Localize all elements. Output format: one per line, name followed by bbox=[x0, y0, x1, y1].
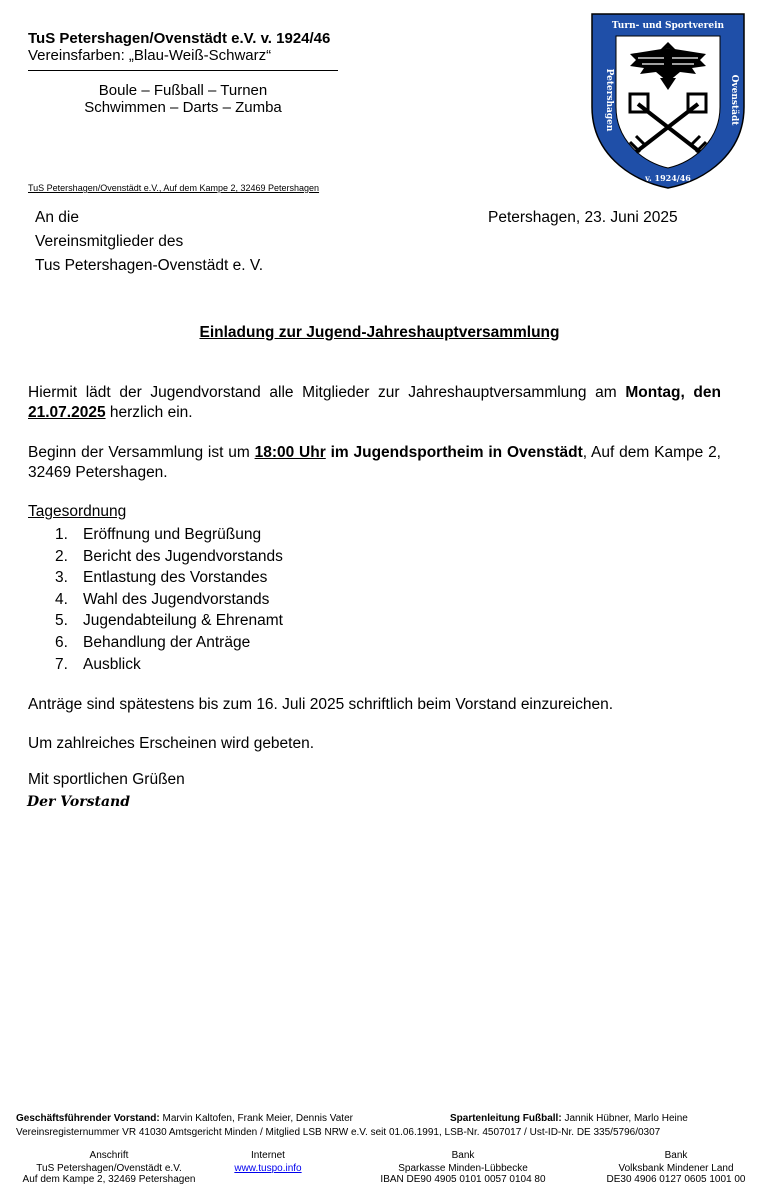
club-colors: Vereinsfarben: „Blau-Weiß-Schwarz“ bbox=[28, 47, 272, 64]
club-crest-logo bbox=[590, 12, 746, 190]
footer-bank-1-block bbox=[378, 1150, 548, 1185]
footer-bank-2-iban: DE30 4906 0127 0605 1001 00 bbox=[606, 1174, 746, 1185]
signature: Der Vorstand bbox=[27, 794, 130, 810]
crest-top-text: Turn- und Sportverein bbox=[611, 21, 725, 31]
agenda-item: 1. Eröffnung und Begrüßung bbox=[55, 526, 262, 543]
agenda-item: 5. Jugendabteilung & Ehrenamt bbox=[55, 612, 283, 630]
footer-internet-block bbox=[218, 1150, 318, 1174]
website-link[interactable]: www.tuspo.info bbox=[234, 1163, 302, 1174]
motions-deadline: Anträge sind spätestens bis zum 16. Juli 2025 schriftlich beim Vorstand einzureichen. bbox=[28, 696, 614, 713]
crest-left-text: Petershagen bbox=[604, 68, 614, 132]
meeting-address: , Auf dem Kampe 2, 32469 Petershagen. bbox=[28, 444, 721, 481]
meeting-time: 18:00 Uhr bbox=[254, 444, 326, 461]
footer-board: Geschäftsführender Vorstand: Marvin Kaltofen, Frank Meier, Dennis Vater bbox=[16, 1113, 353, 1124]
recipient-line-1: An die bbox=[35, 209, 79, 226]
attendance-request: Um zahlreiches Erscheinen wird gebeten. bbox=[28, 735, 315, 752]
club-name: TuS Petershagen/Ovenstädt e.V. v. 1924/46 bbox=[28, 30, 331, 47]
invitation-paragraph bbox=[28, 383, 721, 423]
footer-registry: Vereinsregisternummer VR 41030 Amtsgericht Minden / Mitglied LSB NRW e.V. seit 01.06.1991, LSB-Nr. 4507017 / Ust-ID-Nr. DE 335/5796/0307 bbox=[16, 1127, 661, 1138]
crest-right-text: Ovenstädt bbox=[729, 74, 739, 126]
agenda-item: 7. Ausblick bbox=[55, 655, 141, 673]
footer-football-lead: Spartenleitung Fußball: Jannik Hübner, Marlo Heine bbox=[450, 1113, 688, 1124]
agenda-heading: Tagesordnung bbox=[28, 503, 127, 520]
meeting-start-text: Beginn der Versammlung ist um bbox=[28, 444, 255, 461]
sports-line-1: Boule – Fußball – Turnen bbox=[98, 82, 268, 99]
agenda-item: 6. Behandlung der Anträge bbox=[55, 633, 251, 651]
footer-bank-2-name: Volksbank Mindener Land bbox=[618, 1163, 734, 1174]
footer-address-line-2: Auf dem Kampe 2, 32469 Petershagen bbox=[22, 1174, 196, 1185]
footer-bank-2-label: Bank bbox=[664, 1150, 688, 1161]
meeting-weekday: Montag, den bbox=[625, 384, 721, 401]
agenda-item: 2. Bericht des Jugendvorstands bbox=[55, 547, 283, 565]
agenda-list bbox=[55, 524, 283, 675]
recipient-line-3: Tus Petershagen-Ovenstädt e. V. bbox=[35, 257, 264, 274]
footer-bank-1-label: Bank bbox=[451, 1150, 475, 1161]
sender-address-line: TuS Petershagen/Ovenstädt e.V., Auf dem Kampe 2, 32469 Petershagen bbox=[28, 183, 320, 193]
footer-address-block bbox=[16, 1150, 202, 1185]
invitation-text-start: Hiermit lädt der Jugendvorstand alle Mitglieder zur Jahreshauptversammlung am bbox=[28, 384, 626, 401]
crest-bottom-text: v. 1924/46 bbox=[645, 173, 691, 183]
recipient-line-2: Vereinsmitglieder des bbox=[35, 233, 184, 250]
letter-title: Einladung zur Jugend-Jahreshauptversammlung bbox=[199, 324, 560, 341]
agenda-item: 4. Wahl des Jugendvorstands bbox=[55, 590, 270, 608]
header-divider bbox=[28, 70, 338, 71]
sports-line-2: Schwimmen – Darts – Zumba bbox=[84, 99, 282, 116]
invitation-text-end: herzlich ein. bbox=[105, 404, 193, 421]
meeting-date: 21.07.2025 bbox=[28, 404, 106, 421]
greeting: Mit sportlichen Grüßen bbox=[28, 771, 185, 788]
footer-bank-1-iban: IBAN DE90 4905 0101 0057 0104 80 bbox=[380, 1174, 546, 1185]
meeting-details-paragraph bbox=[28, 443, 721, 483]
meeting-place: im Jugendsportheim in Ovenstädt bbox=[325, 444, 583, 461]
footer-bank-2-block bbox=[596, 1150, 756, 1185]
footer-address-label: Anschrift bbox=[89, 1150, 129, 1161]
footer-bank-1-name: Sparkasse Minden-Lübbecke bbox=[398, 1163, 528, 1174]
letter-date: Petershagen, 23. Juni 2025 bbox=[488, 209, 678, 226]
footer-address-line-1: TuS Petershagen/Ovenstädt e.V. bbox=[36, 1163, 182, 1174]
agenda-item: 3. Entlastung des Vorstandes bbox=[55, 569, 268, 587]
footer-internet-label: Internet bbox=[251, 1150, 285, 1161]
